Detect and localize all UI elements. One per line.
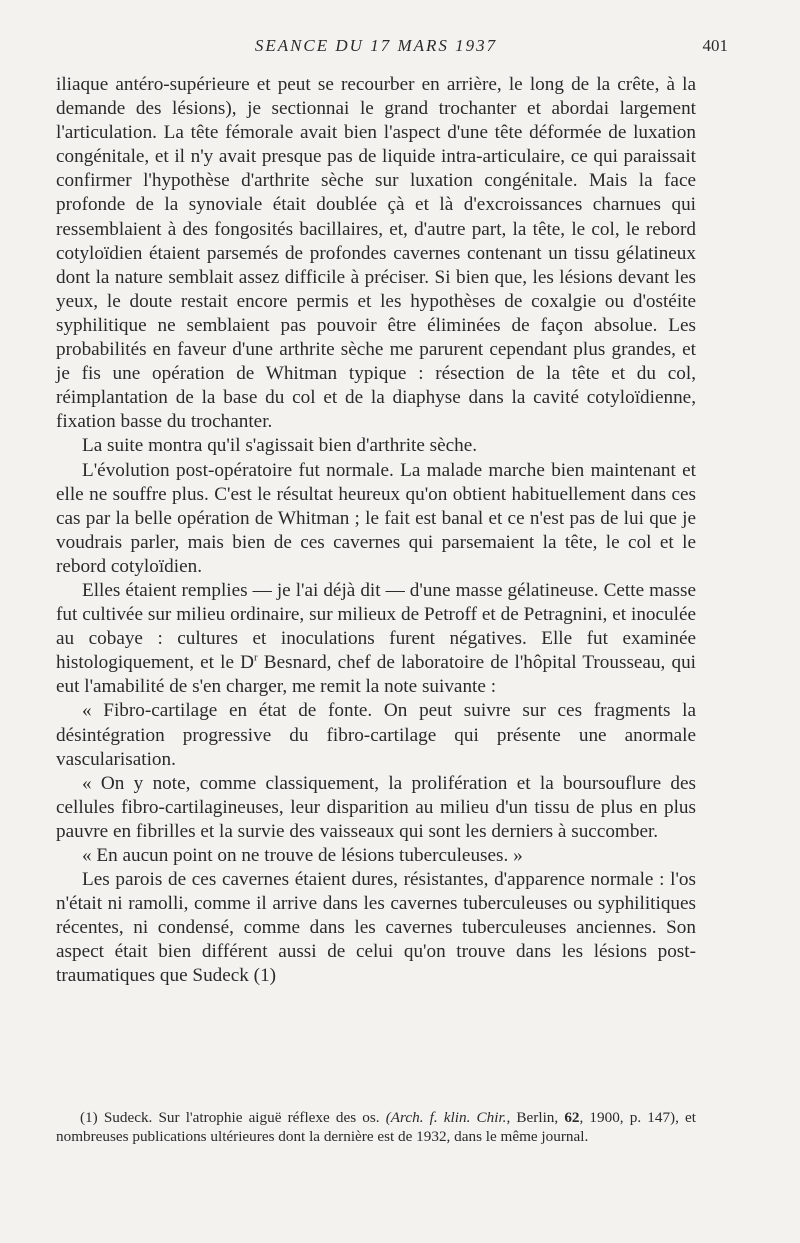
page-number: 401 <box>702 36 728 55</box>
paragraph-1: iliaque antéro-supérieure et peut se recourber en arrière, le long de la crête, à la demande des lésions), je sectionnai le grand trochanter et abordai largement l'articulation. La tête fémorale avait bien l'aspect d'une tête déformée de luxation congénitale, et il n'y avait presque pas de liquide intra-articulaire, ce qui paraissait confirmer l'hypothèse d'arthrite sèche sur luxation congénitale. Mais la face profonde de la synoviale était doublée çà et là d'excroissances charnues qui ressemblaient à des fongosités bacillaires, et, d'autre part, la tête, le col, le rebord cotyloïdien étaient parsemés de profondes cavernes contenant un tissu gélatineux dont la nature semblait assez difficile à préciser. Si bien que, les lésions devant les yeux, le doute restait encore permis et les hypothèses de coxalgie ou d'ostéite syphilitique ne semblaient pas pouvoir être éliminées de façon absolue. Les probabilités en faveur d'une arthrite sèche me parurent cependant plus grandes, et je fis une opération de Whitman typique : résection de la tête et du col, réimplantation de la base du col et de la diaphyse dans la cavité cotyloïdienne, fixation basse du trochanter. <box>56 74 696 433</box>
paragraph-4 <box>56 579 696 699</box>
footnote-text-a: (1) Sudeck. Sur l'atrophie aiguë réflexe des os. <box>80 1109 386 1126</box>
paragraph-4-text: Elles étaient remplies — je l'ai déjà dit — d'une masse gélatineuse. Cette masse fut cultivée sur milieu ordinaire, sur milieux de Petroff et de Petragnini, et inoculée au cobaye : cultures et inoculations furent négatives. Elle fut examinée histologiquement, et le D <box>56 579 696 674</box>
footnotes <box>56 1108 696 1146</box>
quote-paragraph-2: « On y note, comme classiquement, la prolifération et la boursouflure des cellules fibro-cartilagineuses, leur disparition au milieu d'un tissu de plus en plus pauvre en fibrilles et la survie des vaisseaux qui sont les derniers à succomber. <box>56 772 696 842</box>
paragraph-2: La suite montra qu'il s'agissait bien d'arthrite sèche. <box>82 435 478 457</box>
quote-paragraph-3: « En aucun point on ne trouve de lésions tuberculeuses. » <box>82 845 523 866</box>
body-text <box>56 73 696 989</box>
doctor-abbrev-sup: r <box>254 651 258 664</box>
paragraph-3: L'évolution post-opératoire fut normale. La malade marche bien maintenant et elle ne souffre plus. C'est le résultat heureux qu'on obtient habituellement dans ces cas par la belle opération de Whitman ; le fait est banal et ce n'est pas de lui que je voudrais parler, mais bien de ces cavernes qui parsemaient la tête, le col et le rebord cotyloïdien. <box>56 459 696 577</box>
paragraph-4-tail: Besnard, chef de laboratoire de l'hôpital Trousseau, qui eut l'amabilité de s'en charger, me remit la note suivante : <box>56 652 696 698</box>
running-title: SEANCE DU 17 MARS 1937 <box>254 36 498 55</box>
paragraph-5: Les parois de ces cavernes étaient dures, résistantes, d'apparence normale : l'os n'était ni ramolli, comme il arrive dans les cavernes tuberculeuses ou syphilitiques récentes, ni condensé, comme dans les cavernes tuberculeuses anciennes. Son aspect était bien différent aussi de celui qu'on trouve dans les lésions post-traumatiques que Sudeck (1) <box>56 869 696 987</box>
footnote-volume: 62 <box>564 1109 580 1126</box>
running-head <box>56 36 728 62</box>
footnote-text-c: , 1900, p. 147), et nombreuses publications ultérieures dont la dernière est de 1932, dans le même journal. <box>56 1109 696 1145</box>
footnote-1 <box>56 1108 696 1146</box>
footnote-journal: (Arch. f. klin. Chir. <box>385 1109 507 1126</box>
footnote-text-b: , Berlin, <box>506 1109 565 1126</box>
quote-paragraph-1: « Fibro-cartilage en état de fonte. On peut suivre sur ces fragments la désintégration progressive du fibro-cartilage qui présente une anormale vascularisation. <box>56 700 696 770</box>
